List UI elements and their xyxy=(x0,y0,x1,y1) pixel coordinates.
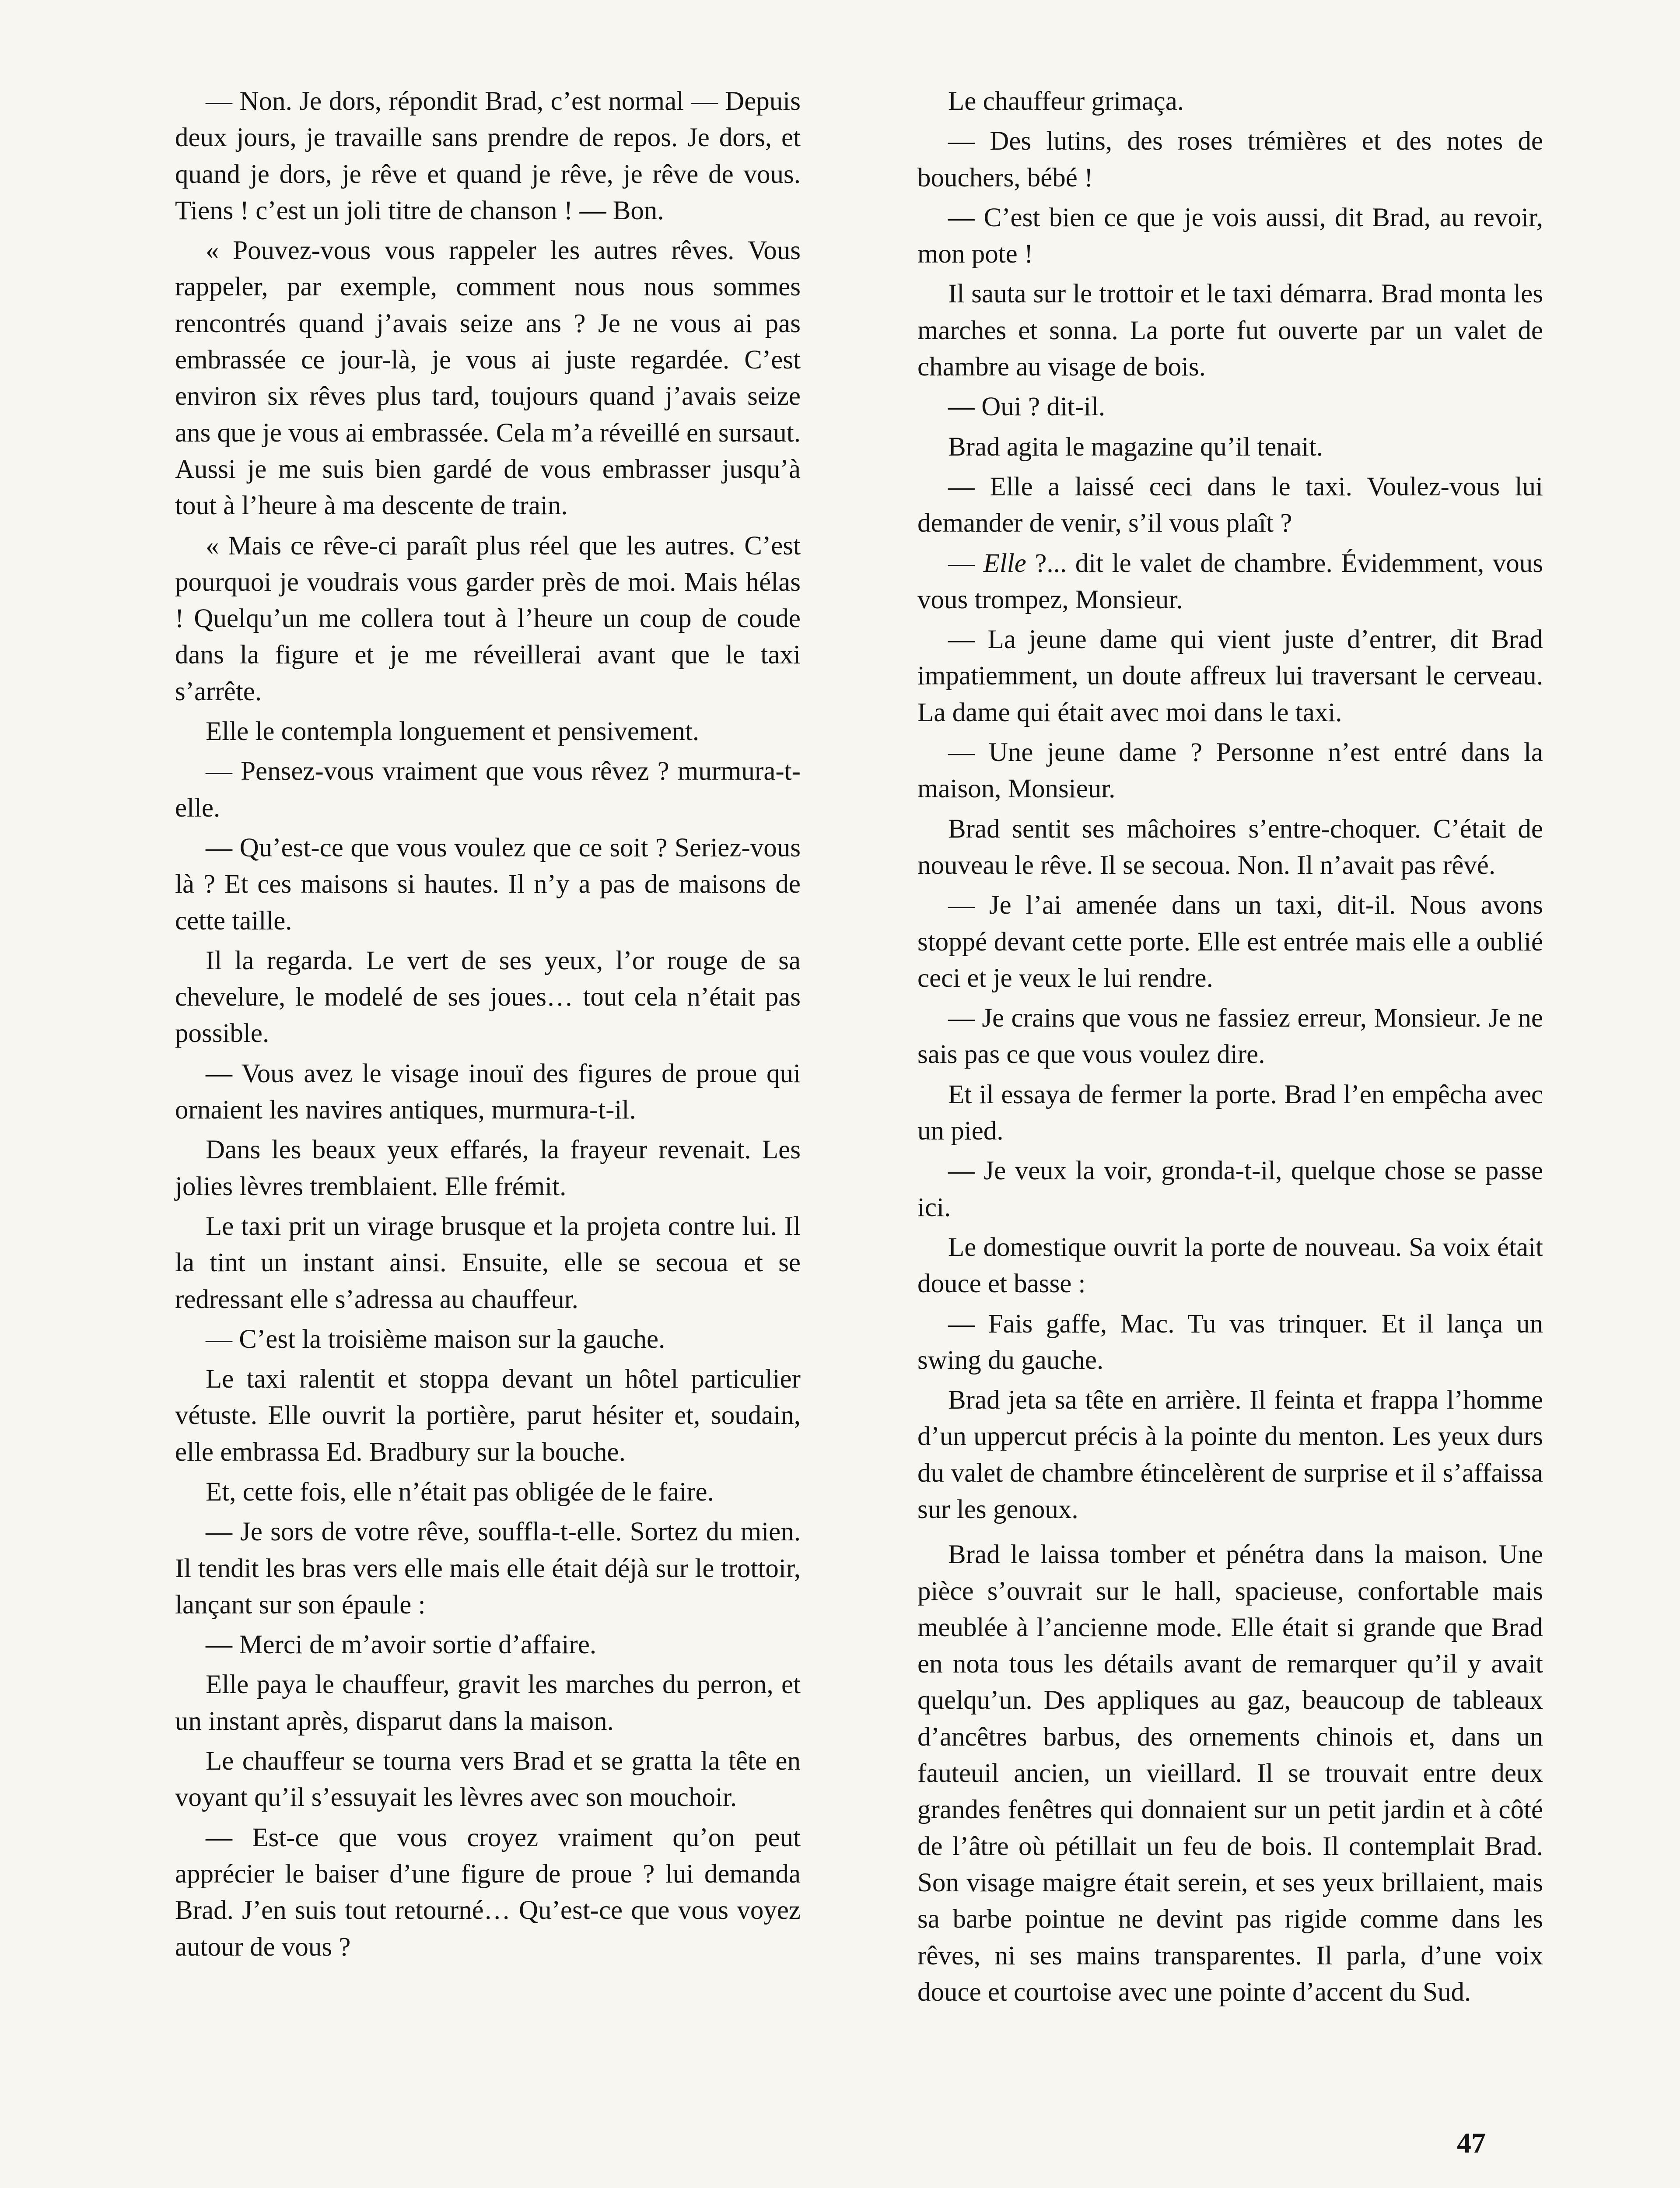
paragraph: Il sauta sur le trottoir et le taxi démarra. Brad monta les marches et sonna. La porte fut ouverte par un valet de chambre au visage de bois. xyxy=(917,279,1543,382)
paragraph: — Pensez-vous vraiment que vous rêvez ? murmura-t-elle. xyxy=(175,757,801,823)
paragraph: Et il essaya de fermer la porte. Brad l’en empêcha avec un pied. xyxy=(917,1080,1543,1146)
right-column xyxy=(917,83,1543,2014)
paragraph: — Des lutins, des roses trémières et des notes de bouchers, bébé ! xyxy=(917,126,1543,193)
paragraph: Le chauffeur se tourna vers Brad et se gratta la tête en voyant qu’il s’essuyait les lèvres avec son mouchoir. xyxy=(175,1746,801,1813)
paragraph: — Oui ? dit-il. xyxy=(948,392,1106,422)
paragraph: — Je sors de votre rêve, souffla-t-elle. Sortez du mien. Il tendit les bras vers elle mais elle était déjà sur le trottoir, lançant sur son épaule : xyxy=(175,1517,801,1620)
paragraph: Et, cette fois, elle n’était pas obligée de le faire. xyxy=(206,1477,714,1507)
paragraph: — La jeune dame qui vient juste d’entrer, dit Brad impatiemment, un doute affreux lui traversant le cerveau. La dame qui était avec moi dans le taxi. xyxy=(917,625,1543,727)
paragraph: — Vous avez le visage inouï des figures de proue qui ornaient les navires antiques, murmura-t-il. xyxy=(175,1059,801,1125)
left-column xyxy=(175,83,801,1969)
paragraph: Elle paya le chauffeur, gravit les marches du perron, et un instant après, disparut dans la maison. xyxy=(175,1670,801,1736)
emphasized-word: Elle xyxy=(983,548,1026,578)
paragraph: Elle le contempla longuement et pensivement. xyxy=(206,717,700,747)
paragraph: « Mais ce rêve-ci paraît plus réel que les autres. C’est pourquoi je voudrais vous garder près de moi. Mais hélas ! Quelqu’un me collera tout à l’heure un coup de coude dans la figure et je me réveillerai avant que le taxi s’arrête. xyxy=(175,531,801,706)
paragraph: — Je veux la voir, gronda-t-il, quelque chose se passe ici. xyxy=(917,1156,1543,1222)
paragraph: — Je crains que vous ne fassiez erreur, Monsieur. Je ne sais pas ce que vous voulez dire. xyxy=(917,1003,1543,1069)
paragraph: « Pouvez-vous vous rappeler les autres rêves. Vous rappeler, par exemple, comment nous nous sommes rencontrés quand j’avais seize ans ? Je ne vous ai pas embrassée ce jour-là, je vous ai juste regardée. C’est environ six rêves plus tard, toujours quand j’avais seize ans que je vous ai embrassée. Cela m’a réveillé en sursaut. Aussi je me suis bien gardé de vous embrasser jusqu’à tout à l’heure à ma descente de train. xyxy=(175,236,801,521)
paragraph-rest: ?... dit le valet de chambre. Évidemment, vous vous trompez, Monsieur. xyxy=(917,548,1544,614)
paragraph: — Elle a laissé ceci dans le taxi. Voulez-vous lui demander de venir, s’il vous plaît ? xyxy=(917,472,1543,538)
paragraph: — C’est bien ce que je vois aussi, dit Brad, au revoir, mon pote ! xyxy=(917,203,1543,269)
paragraph: — Une jeune dame ? Personne n’est entré dans la maison, Monsieur. xyxy=(917,738,1543,804)
paragraph: Dans les beaux yeux effarés, la frayeur revenait. Les jolies lèvres tremblaient. Elle frémit. xyxy=(175,1135,801,1201)
paragraph: — C’est la troisième maison sur la gauche. xyxy=(206,1324,665,1354)
paragraph: — Fais gaffe, Mac. Tu vas trinquer. Et il lança un swing du gauche. xyxy=(917,1309,1543,1375)
paragraph: Le taxi prit un virage brusque et la projeta contre lui. Il la tint un instant ainsi. Ensuite, elle se secoua et se redressant elle s’adressa au chauffeur. xyxy=(175,1211,801,1314)
paragraph: Brad sentit ses mâchoires s’entre-choquer. C’était de nouveau le rêve. Il se secoua. Non. Il n’avait pas rêvé. xyxy=(917,814,1543,880)
paragraph: Brad agita le magazine qu’il tenait. xyxy=(948,432,1323,462)
dialogue-dash: — xyxy=(948,548,984,578)
paragraph: Le domestique ouvrit la porte de nouveau. Sa voix était douce et basse : xyxy=(917,1232,1543,1299)
paragraph: Il la regarda. Le vert de ses yeux, l’or rouge de sa chevelure, le modelé de ses joues… tout cela n’était pas possible. xyxy=(175,946,801,1048)
paragraph xyxy=(917,545,1543,618)
paragraph: — Je l’ai amenée dans un taxi, dit-il. Nous avons stoppé devant cette porte. Elle est entrée mais elle a oublié ceci et je veux le lui rendre. xyxy=(917,891,1543,993)
paragraph: Brad jeta sa tête en arrière. Il feinta et frappa l’homme d’un uppercut précis à la pointe du menton. Les yeux durs du valet de chambre étincelèrent de surprise et il s’affaissa sur les genoux. xyxy=(917,1385,1543,1524)
paragraph: — Qu’est-ce que vous voulez que ce soit ? Seriez-vous là ? Et ces maisons si hautes. Il n’y a pas de maisons de cette taille. xyxy=(175,833,801,936)
paragraph: — Merci de m’avoir sortie d’affaire. xyxy=(206,1630,597,1660)
paragraph: — Est-ce que vous croyez vraiment qu’on peut apprécier le baiser d’une figure de proue ? lui demanda Brad. J’en suis tout retourné… Qu’est-ce que vous voyez autour de vous ? xyxy=(175,1823,801,1962)
paragraph: Brad le laissa tomber et pénétra dans la maison. Une pièce s’ouvrait sur le hall, spacieuse, confortable mais meublée à l’ancienne mode. Elle était si grande que Brad en nota tous les détails avant de remarquer qu’il y avait quelqu’un. Des appliques au gaz, beaucoup de tableaux d’ancêtres barbus, des ornements chinois et, dans un fauteuil ancien, un vieillard. Il se trouvait entre deux grandes fenêtres qui donnaient sur un petit jardin et à côté de l’âtre où pétillait un feu de bois. Il contemplait Brad. Son visage maigre était serein, et ses yeux brillaient, mais sa barbe pointue ne devint pas rigide comme dans les rêves, ni ses mains transparentes. Il parla, d’une voix douce et courtoise avec une pointe d’accent du Sud. xyxy=(917,1540,1543,2007)
paragraph: — Non. Je dors, répondit Brad, c’est normal — Depuis deux jours, je travaille sans prendre de repos. Je dors, et quand je dors, je rêve et quand je rêve, je rêve de vous. Tiens ! c’est un joli titre de chanson ! — Bon. xyxy=(175,87,801,225)
paragraph: Le taxi ralentit et stoppa devant un hôtel particulier vétuste. Elle ouvrit la portière, parut hésiter et, soudain, elle embrassa Ed. Bradbury sur la bouche. xyxy=(175,1364,801,1467)
paragraph: Le chauffeur grimaça. xyxy=(948,87,1184,116)
page-number: 47 xyxy=(1457,2127,1486,2159)
